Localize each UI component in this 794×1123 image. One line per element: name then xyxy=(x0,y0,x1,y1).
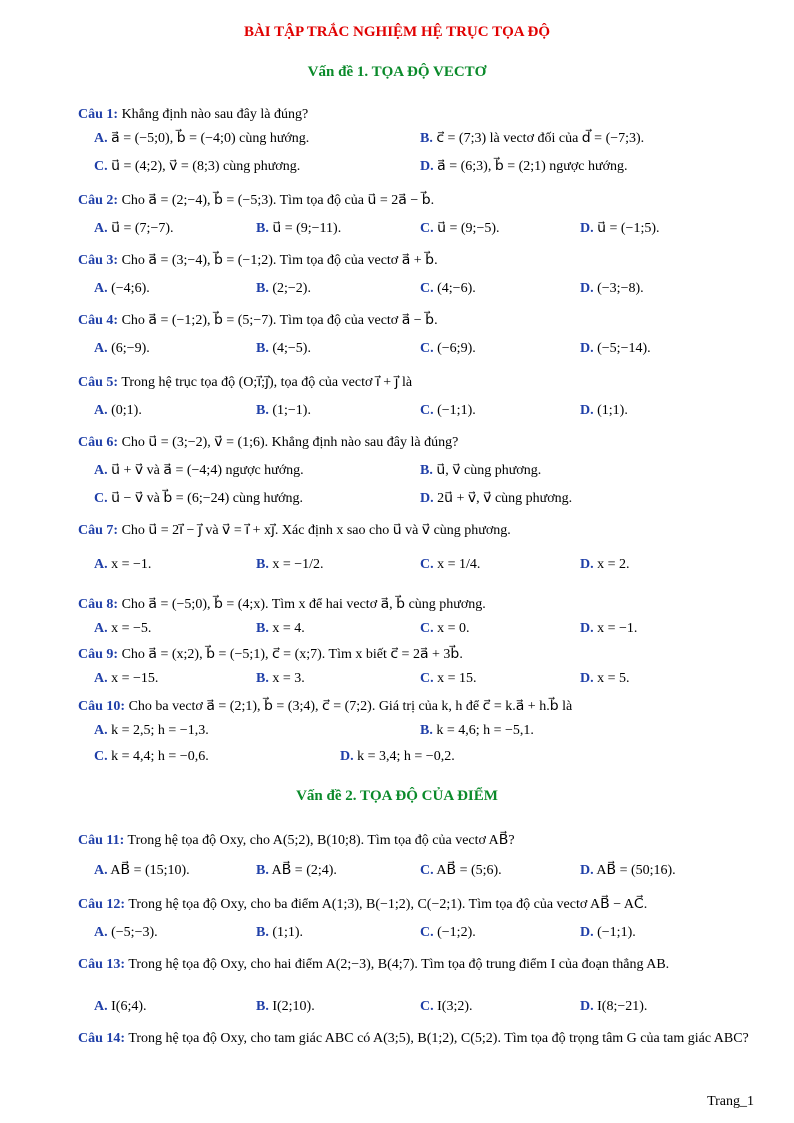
option-c: C. x = 15. xyxy=(420,671,477,686)
option-a: A. k = 2,5; h = −1,3. xyxy=(94,723,209,738)
question-text: Cho a⃗ = (3;−4), b⃗ = (−1;2). Tìm tọa độ của vectơ a⃗ + b⃗. xyxy=(121,253,438,268)
question-label: Câu 6: xyxy=(78,435,119,450)
question-3 xyxy=(78,250,768,272)
question-1 xyxy=(78,104,768,126)
question-text: Cho a⃗ = (−5;0), b⃗ = (4;x). Tìm x để hai vectơ a⃗, b⃗ cùng phương. xyxy=(121,597,486,612)
question-text: Cho u⃗ = 2i⃗ − j⃗ và v⃗ = i⃗ + xj⃗. Xác định x sao cho u⃗ và v⃗ cùng phương. xyxy=(121,523,511,538)
question-text: Trong hệ tọa độ Oxy, cho ba điểm A(1;3), B(−1;2), C(−2;1). Tìm tọa độ của vectơ AB⃗ − AC⃗. xyxy=(128,897,648,912)
question-text: Trong hệ tọa độ Oxy, cho tam giác ABC có A(3;5), B(1;2), C(5;2). Tìm tọa độ trọng tâm G của tam giác ABC? xyxy=(128,1031,749,1046)
question-14 xyxy=(78,1028,758,1050)
option-d: D. 2u⃗ + v⃗, v⃗ cùng phương. xyxy=(420,491,573,506)
option-a: A. u⃗ + v⃗ và a⃗ = (−4;4) ngược hướng. xyxy=(94,463,304,478)
question-5 xyxy=(78,372,768,394)
option-c: C. (−1;2). xyxy=(420,925,476,940)
option-d: D. u⃗ = (−1;5). xyxy=(580,221,660,236)
question-label: Câu 2: xyxy=(78,193,119,208)
option-d: D. x = −1. xyxy=(580,621,638,636)
option-b: B. u⃗, v⃗ cùng phương. xyxy=(420,463,542,478)
option-a: A. x = −5. xyxy=(94,621,152,636)
question-10 xyxy=(78,696,768,718)
option-c: C. (−1;1). xyxy=(420,403,476,418)
option-b: B. (1;1). xyxy=(256,925,304,940)
option-c: C. k = 4,4; h = −0,6. xyxy=(94,749,209,764)
question-label: Câu 1: xyxy=(78,107,119,122)
question-11 xyxy=(78,830,768,852)
question-12 xyxy=(78,894,768,916)
question-label: Câu 13: xyxy=(78,957,126,972)
question-6 xyxy=(78,432,768,454)
option-d: D. x = 5. xyxy=(580,671,630,686)
question-7 xyxy=(78,520,768,542)
option-d: D. k = 3,4; h = −0,2. xyxy=(340,749,455,764)
option-c: C. u⃗ − v⃗ và b⃗ = (6;−24) cùng hướng. xyxy=(94,491,303,506)
option-d: D. (1;1). xyxy=(580,403,628,418)
question-label: Câu 10: xyxy=(78,699,126,714)
option-b: B. (1;−1). xyxy=(256,403,311,418)
option-c: C. u⃗ = (4;2), v⃗ = (8;3) cùng phương. xyxy=(94,159,301,174)
option-d: D. (−5;−14). xyxy=(580,341,651,356)
option-c: C. u⃗ = (9;−5). xyxy=(420,221,500,236)
option-d: D. (−3;−8). xyxy=(580,281,644,296)
question-text: Cho u⃗ = (3;−2), v⃗ = (1;6). Khẳng định nào sau đây là đúng? xyxy=(121,435,459,450)
document-title: BÀI TẬP TRẮC NGHIỆM HỆ TRỤC TỌA ĐỘ xyxy=(243,24,551,40)
option-d: D. a⃗ = (6;3), b⃗ = (2;1) ngược hướng. xyxy=(420,159,628,174)
question-text: Cho a⃗ = (2;−4), b⃗ = (−5;3). Tìm tọa độ của u⃗ = 2a⃗ − b⃗. xyxy=(121,193,435,208)
question-label: Câu 5: xyxy=(78,375,119,390)
option-c: C. x = 1/4. xyxy=(420,557,481,572)
question-4 xyxy=(78,310,768,332)
option-c: C. (−6;9). xyxy=(420,341,476,356)
option-b: B. AB⃗ = (2;4). xyxy=(256,863,337,878)
question-label: Câu 12: xyxy=(78,897,126,912)
question-text: Cho ba vectơ a⃗ = (2;1), b⃗ = (3;4), c⃗ = (7;2). Giá trị của k, h để c⃗ = k.a⃗ + h.b⃗ là xyxy=(128,699,573,714)
option-c: C. x = 0. xyxy=(420,621,470,636)
section-heading-1: Vấn đề 1. TỌA ĐỘ VECTƠ xyxy=(307,64,487,80)
option-b: B. x = −1/2. xyxy=(256,557,324,572)
question-label: Câu 7: xyxy=(78,523,119,538)
option-a: A. (6;−9). xyxy=(94,341,150,356)
question-text: Trong hệ tọa độ Oxy, cho A(5;2), B(10;8). Tìm tọa độ của vectơ AB⃗? xyxy=(127,833,515,848)
option-a: A. I(6;4). xyxy=(94,999,147,1014)
option-a: A. x = −15. xyxy=(94,671,159,686)
option-b: B. x = 4. xyxy=(256,621,305,636)
question-text: Trong hệ tọa độ Oxy, cho hai điểm A(2;−3), B(4;7). Tìm tọa độ trung điểm I của đoạn thẳng AB. xyxy=(128,957,670,972)
option-c: C. (4;−6). xyxy=(420,281,476,296)
option-a: A. AB⃗ = (15;10). xyxy=(94,863,190,878)
question-label: Câu 3: xyxy=(78,253,119,268)
question-text: Khẳng định nào sau đây là đúng? xyxy=(121,107,309,122)
option-b: B. x = 3. xyxy=(256,671,305,686)
option-c: C. I(3;2). xyxy=(420,999,473,1014)
option-a: A. (−4;6). xyxy=(94,281,150,296)
page-number: Trang_1 xyxy=(707,1094,754,1109)
question-label: Câu 4: xyxy=(78,313,119,328)
option-b: B. (2;−2). xyxy=(256,281,311,296)
option-d: D. x = 2. xyxy=(580,557,630,572)
question-label: Câu 8: xyxy=(78,597,119,612)
question-text: Trong hệ trục tọa độ (O;i⃗;j⃗), tọa độ của vectơ i⃗ + j⃗ là xyxy=(121,375,413,390)
option-a: A. a⃗ = (−5;0), b⃗ = (−4;0) cùng hướng. xyxy=(94,131,310,146)
option-a: A. x = −1. xyxy=(94,557,152,572)
option-b: B. u⃗ = (9;−11). xyxy=(256,221,342,236)
question-9 xyxy=(78,644,768,666)
option-a: A. (0;1). xyxy=(94,403,142,418)
option-d: D. (−1;1). xyxy=(580,925,636,940)
option-b: B. k = 4,6; h = −5,1. xyxy=(420,723,534,738)
question-text: Cho a⃗ = (−1;2), b⃗ = (5;−7). Tìm tọa độ của vectơ a⃗ − b⃗. xyxy=(121,313,438,328)
option-b: B. I(2;10). xyxy=(256,999,315,1014)
option-d: D. I(8;−21). xyxy=(580,999,648,1014)
section-heading-2: Vấn đề 2. TỌA ĐỘ CỦA ĐIỂM xyxy=(296,788,498,804)
option-a: A. u⃗ = (7;−7). xyxy=(94,221,174,236)
question-8 xyxy=(78,594,768,616)
option-c: C. AB⃗ = (5;6). xyxy=(420,863,502,878)
question-label: Câu 11: xyxy=(78,833,125,848)
option-b: B. c⃗ = (7;3) là vectơ đối của d⃗ = (−7;3). xyxy=(420,131,645,146)
question-13 xyxy=(78,954,758,976)
question-2 xyxy=(78,190,768,212)
option-b: B. (4;−5). xyxy=(256,341,311,356)
question-text: Cho a⃗ = (x;2), b⃗ = (−5;1), c⃗ = (x;7). Tìm x biết c⃗ = 2a⃗ + 3b⃗. xyxy=(121,647,463,662)
question-label: Câu 9: xyxy=(78,647,119,662)
option-d: D. AB⃗ = (50;16). xyxy=(580,863,676,878)
question-label: Câu 14: xyxy=(78,1031,126,1046)
option-a: A. (−5;−3). xyxy=(94,925,158,940)
